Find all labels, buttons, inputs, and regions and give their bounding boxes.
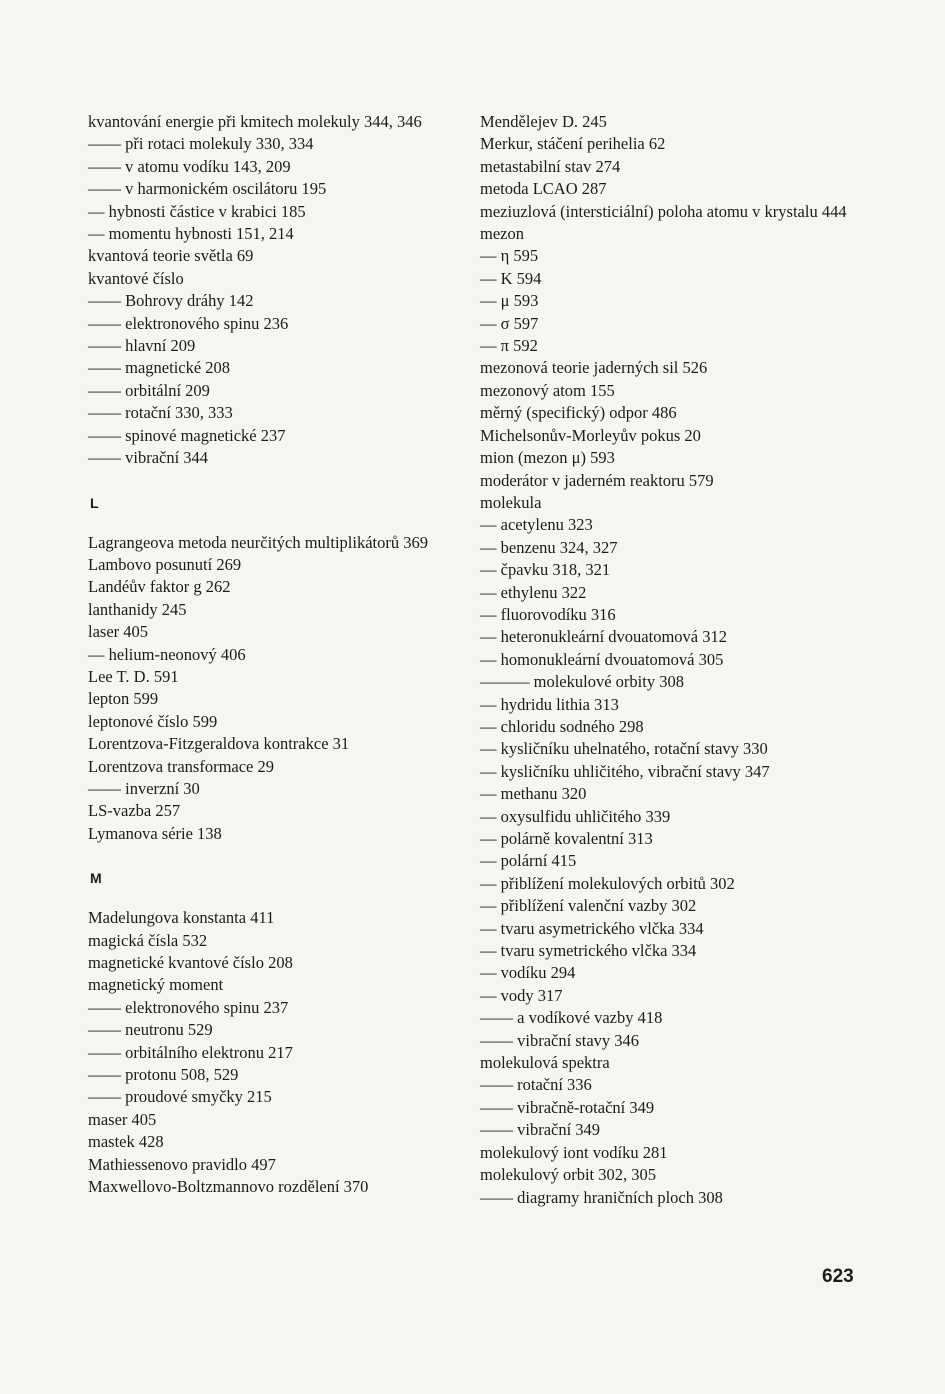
index-entry: — oxysulfidu uhličitého 339	[480, 806, 671, 826]
index-entry: Lorentzova-Fitzgeraldova kontrakce 31	[88, 734, 350, 754]
index-entry: —— protonu 508, 529	[88, 1065, 239, 1085]
index-entry: LS-vazba 257	[88, 801, 181, 821]
index-entry: — momentu hybnosti 151, 214	[88, 224, 294, 244]
index-entry: — tvaru asymetrického vlčka 334	[480, 918, 704, 938]
index-entry: Merkur, stáčení perihelia 62	[480, 134, 666, 154]
index-entry: — přiblížení valenční vazby 302	[480, 896, 697, 916]
index-column-right	[480, 111, 920, 1209]
index-entry: — hydridu lithia 313	[480, 694, 619, 714]
index-entry: — heteronukleární dvouatomová 312	[480, 627, 727, 647]
index-entry: mastek 428	[88, 1132, 164, 1152]
index-entry: —— vibrační stavy 346	[480, 1030, 640, 1050]
index-entry: kvantové číslo	[88, 268, 184, 288]
index-entry: —— v harmonickém oscilátoru 195	[88, 179, 327, 199]
index-entry: Landéův faktor g 262	[88, 577, 231, 597]
index-entry: —— hlavní 209	[88, 336, 196, 356]
index-entry: —— vibrační 344	[88, 448, 209, 468]
index-entry: — homonukleární dvouatomová 305	[480, 649, 724, 669]
index-entry: molekulový iont vodíku 281	[480, 1142, 668, 1162]
index-entry: —— orbitální 209	[88, 380, 210, 400]
index-entry: — vodíku 294	[480, 963, 576, 983]
index-entry: metoda LCAO 287	[480, 179, 607, 199]
index-entry: — ethylenu 322	[480, 582, 587, 602]
index-entry: —— orbitálního elektronu 217	[88, 1042, 293, 1062]
index-entry: mion (mezon μ) 593	[480, 448, 615, 468]
index-entry: — tvaru symetrického vlčka 334	[480, 941, 697, 961]
index-entry: —— diagramy hraničních ploch 308	[480, 1187, 723, 1207]
index-entry: Lambovo posunutí 269	[88, 554, 242, 574]
index-entry: —— vibračně-rotační 349	[480, 1097, 655, 1117]
index-entry: —— spinové magnetické 237	[88, 425, 286, 445]
index-entry: lanthanidy 245	[88, 599, 187, 619]
section-letter-heading: M	[90, 870, 102, 887]
index-entry: maser 405	[88, 1109, 157, 1129]
section-letter-heading: L	[90, 494, 99, 511]
index-entry: —— rotační 330, 333	[88, 403, 233, 423]
index-entry: lepton 599	[88, 689, 159, 709]
index-entry: Lymanova série 138	[88, 823, 222, 843]
index-entry: —— Bohrovy dráhy 142	[88, 291, 254, 311]
index-entry: — hybnosti částice v krabici 185	[88, 201, 306, 221]
index-entry: — methanu 320	[480, 784, 587, 804]
index-entry: —— při rotaci molekuly 330, 334	[88, 134, 314, 154]
index-column-left	[88, 111, 458, 1198]
index-entry: — acetylenu 323	[480, 515, 593, 535]
index-entry: kvantová teorie světla 69	[88, 246, 254, 266]
index-entry: —— rotační 336	[480, 1075, 592, 1095]
index-entry: —— proudové smyčky 215	[88, 1087, 272, 1107]
index-entry: Madelungova konstanta 411	[88, 908, 275, 928]
index-entry: meziuzlová (intersticiální) poloha atomu v krystalu 444	[480, 201, 847, 221]
index-entry: — chloridu sodného 298	[480, 716, 644, 736]
index-entry: metastabilní stav 274	[480, 156, 621, 176]
index-entry: — fluorovodíku 316	[480, 604, 616, 624]
index-entry: — σ 597	[480, 313, 539, 333]
index-entry: magnetické kvantové číslo 208	[88, 953, 293, 972]
index-entry: kvantování energie při kmitech molekuly 344, 346	[88, 112, 422, 131]
index-entry: — čpavku 318, 321	[480, 560, 611, 580]
index-entry: —— inverzní 30	[88, 778, 200, 798]
index-entry: —— a vodíkové vazby 418	[480, 1008, 663, 1028]
index-entry: molekulový orbit 302, 305	[480, 1165, 656, 1185]
index-entry: mezonový atom 155	[480, 380, 615, 400]
index-entry: — helium-neonový 406	[88, 644, 246, 664]
index-entry: mezon	[480, 224, 524, 244]
index-entry: — π 592	[480, 336, 538, 356]
index-entry: Lorentzova transformace 29	[88, 756, 274, 776]
index-entry: ——— molekulové orbity 308	[480, 672, 684, 692]
index-entry: magnetický moment	[88, 975, 224, 995]
index-entry: Michelsonův-Morleyův pokus 20	[480, 425, 701, 445]
index-entry: Mathiessenovo pravidlo 497	[88, 1154, 276, 1174]
index-entry: Lagrangeova metoda neurčitých multiplikátorů 369	[88, 532, 428, 552]
index-entry: měrný (specifický) odpor 486	[480, 403, 677, 423]
index-entry: —— elektronového spinu 237	[88, 997, 289, 1017]
index-entry: — kysličníku uhelnatého, rotační stavy 330	[480, 739, 768, 759]
index-entry: — polární 415	[480, 851, 577, 871]
index-entry: molekulová spektra	[480, 1053, 610, 1073]
index-entry: moderátor v jaderném reaktoru 579	[480, 470, 714, 490]
index-entry: Lee T. D. 591	[88, 666, 179, 686]
index-entry: —— elektronového spinu 236	[88, 313, 289, 333]
index-entry: magická čísla 532	[88, 930, 208, 950]
index-entry: Mendělejev D. 245	[480, 112, 607, 131]
index-entry: molekula	[480, 492, 542, 512]
index-entry: —— magnetické 208	[88, 358, 231, 378]
index-entry: — η 595	[480, 246, 539, 266]
index-entry: — kysličníku uhličitého, vibrační stavy 347	[480, 761, 770, 781]
index-entry: laser 405	[88, 622, 149, 642]
index-entry: mezonová teorie jaderných sil 526	[480, 358, 708, 378]
index-entry: —— v atomu vodíku 143, 209	[88, 156, 291, 176]
index-entry: Maxwellovo-Boltzmannovo rozdělení 370	[88, 1177, 369, 1197]
index-entry: —— vibrační 349	[480, 1120, 601, 1140]
index-entry: —— neutronu 529	[88, 1020, 213, 1040]
index-entry: leptonové číslo 599	[88, 711, 218, 731]
index-entry: — vody 317	[480, 985, 563, 1005]
index-entry: — benzenu 324, 327	[480, 537, 618, 557]
index-entry: — μ 593	[480, 291, 539, 311]
index-entry: — polárně kovalentní 313	[480, 829, 653, 848]
index-entry: — přiblížení molekulových orbitů 302	[480, 873, 735, 893]
page-number: 623	[822, 1266, 854, 1287]
index-entry: — K 594	[480, 268, 542, 288]
